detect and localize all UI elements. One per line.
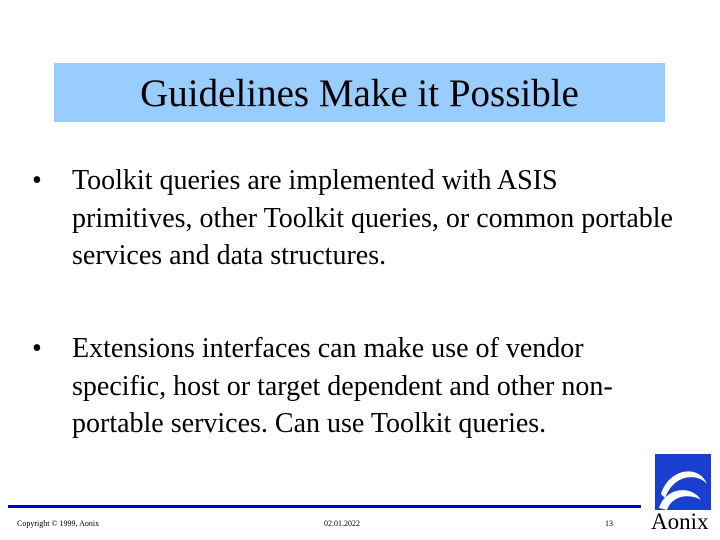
footer-page-number: 13 (605, 519, 613, 528)
bullet-item (26, 330, 676, 443)
footer-copyright: Copyright © 1999, Aonix (17, 519, 100, 528)
aonix-logo-icon (655, 454, 711, 510)
title-banner (54, 63, 665, 122)
bullet-text: Extensions interfaces can make use of vendor specific, host or target dependent and other non-portable services. Can use Toolkit queries. (72, 333, 613, 439)
footer-date: 02.01.2022 (324, 519, 360, 528)
slide-title: Guidelines Make it Possible (140, 72, 579, 115)
aonix-logo-text: Aonix (651, 509, 709, 534)
bullet-text: Toolkit queries are implemented with ASIS primitives, other Toolkit queries, or common portable services and data structures. (72, 165, 673, 271)
bullet-item (26, 162, 676, 275)
bullet-marker: • (32, 333, 42, 364)
bullet-marker: • (32, 165, 42, 196)
footer-divider (8, 505, 641, 508)
